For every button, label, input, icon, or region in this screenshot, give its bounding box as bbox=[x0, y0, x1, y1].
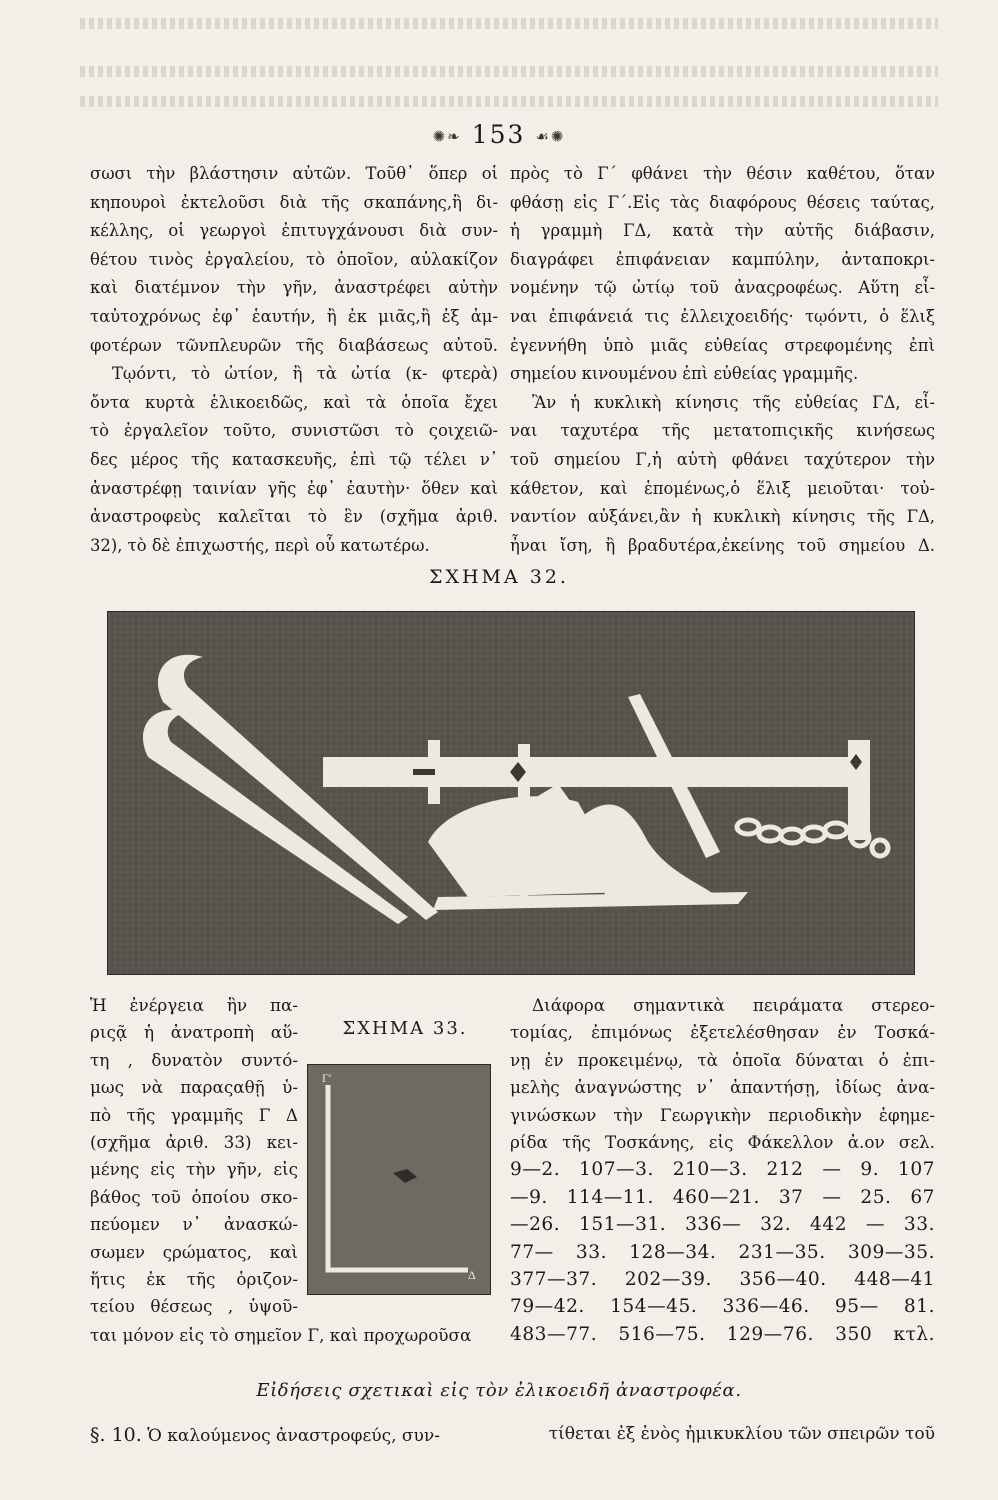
left-column bbox=[90, 160, 498, 560]
text-line: δες μέρος τῆς κατασκευῆς, ἐπὶ τῷ τέλει ν᾽ bbox=[90, 449, 498, 469]
page-number-value: 153 bbox=[471, 120, 526, 149]
reference-line: 377—37. 202—39. 356—40. 448—41 bbox=[510, 1269, 935, 1291]
text-line: ἡ γραμμὴ ΓΔ, κατὰ τὴν αὐτῆς διάβασιν, bbox=[510, 221, 935, 241]
text-line: ναι ταχυτέρα τῆς μετατοπιςικῆς κινήσεως bbox=[510, 421, 935, 441]
text-line: Ἡ ἐνέργεια ἣν πα- bbox=[90, 995, 298, 1015]
text-line: σωμεν ςρώματος, καὶ bbox=[90, 1241, 298, 1262]
text-line: καὶ διατέμνον τὴν γῆν, ἀναστρέφει αὐτὴν bbox=[90, 278, 498, 298]
section-10-line bbox=[90, 1424, 935, 1446]
text-line: τοῦ σημείου Γ,ἡ αὐτὴ φθάνει ταχύτερον τὴν bbox=[510, 449, 935, 469]
text-line: 32), τὸ δὲ ἐπιχωστής, περὶ οὗ κατωτέρω. bbox=[90, 535, 430, 555]
text-line: κέλλης, οἱ γεωργοὶ ἐπιτυγχάνουσι διὰ συν- bbox=[90, 221, 498, 241]
figure-32-caption: ΣΧΗΜΑ 32. bbox=[429, 566, 569, 588]
text-line: φοτέρων τῶνπλευρῶν τῆς διαβάσεως αὐτοῦ. bbox=[90, 335, 498, 355]
text-line: τομίας, ἐπιμόνως ἐξετελέσθησαν ἐν Τοσκά- bbox=[510, 1022, 935, 1043]
reference-line: —9. 114—11. 460—21. 37 — 25. 67 bbox=[510, 1186, 935, 1208]
bottom-left-column bbox=[90, 992, 298, 1321]
figure-33-caption: ΣΧΗΜΑ 33. bbox=[342, 1018, 468, 1039]
reference-line: 9—2. 107—3. 210—3. 212 — 9. 107 bbox=[510, 1159, 935, 1181]
text-line: φθάσῃ εἰς Γ΄.Εἰς τὰς διαφόρους θέσεις ταύτας, bbox=[510, 192, 935, 212]
text-line: νῃ ἐν προκειμένῳ, τὰ ὁποῖα δύναται ὁ ἐπι- bbox=[510, 1049, 935, 1070]
section-10-left bbox=[90, 1424, 440, 1446]
ornament-right-icon: ☙✺ bbox=[535, 127, 566, 146]
text-line: ταὐτοχρόνως ἐφ᾽ ἑαυτήν, ἢ ἐκ μιᾶς,ἢ ἐξ ἀμ- bbox=[90, 306, 498, 326]
right-column bbox=[510, 160, 935, 560]
text-line: μελὴς ἀναγνώστης ν᾽ ἀπαντήσῃ, ἰδίως ἀνα- bbox=[510, 1077, 935, 1098]
text-line: Ἂν ἡ κυκλικὴ κίνησις τῆς εὐθείας ΓΔ, εἶ- bbox=[532, 392, 935, 412]
text-line: σημείου κινουμένου ἐπὶ εὐθείας γραμμῆς. bbox=[510, 364, 859, 384]
text-line: ἥτις ἐκ τῆς ὁριζον- bbox=[90, 1269, 298, 1290]
text-line: νομένην τῷ ὠτίῳ τοῦ ἀναςροφέως. Αὕτη εἶ- bbox=[510, 278, 935, 298]
text-line: ἐγεννήθη ὑπὸ μιᾶς εὐθείας στρεφομένης ἐπὶ bbox=[510, 335, 935, 355]
text-line: τη , δυνατὸν συντό- bbox=[90, 1049, 298, 1070]
text-line: μένης εἰς τὴν γῆν, εἰς bbox=[90, 1159, 298, 1180]
text-line: βάθος τοῦ ὁποίου σκο- bbox=[90, 1186, 298, 1207]
bleed-through-text bbox=[80, 18, 938, 29]
svg-text:Γ': Γ' bbox=[322, 1071, 332, 1085]
text-line: κάθετον, καὶ ἑπομένως,ὁ ἕλιξ μειοῦται· τοὐ- bbox=[510, 478, 935, 498]
ornament-left-icon: ✺❧ bbox=[432, 127, 462, 146]
text-line: τείου θέσεως , ὑψοῦ- bbox=[90, 1296, 298, 1317]
bleed-through-text bbox=[80, 66, 938, 77]
text-line: σωσι τὴν βλάστησιν αὐτῶν. Τοῦθ᾽ ὅπερ οἱ bbox=[90, 164, 498, 183]
page-number bbox=[0, 120, 998, 149]
angle-diagram-icon bbox=[308, 1065, 490, 1294]
bottom-right-column bbox=[510, 992, 935, 1348]
section-text-right: τίθεται ἐξ ἑνὸς ἡμικυκλίου τῶν σπειρῶν τοῦ bbox=[548, 1424, 935, 1444]
text-line: ρίδα τῆς Τοσκάνης, εἰς Φάκελλον ἀ.ον σελ. bbox=[510, 1132, 935, 1153]
reference-line: 79—42. 154—45. 336—46. 95— 81. bbox=[510, 1296, 935, 1318]
section-text-left: Ὁ καλούμενος ἀναστροφεύς, συν- bbox=[147, 1426, 440, 1446]
reference-line: —26. 151—31. 336— 32. 442 — 33. bbox=[510, 1214, 935, 1236]
text-line: (σχῆμα ἀριθ. 33) κει- bbox=[90, 1132, 298, 1153]
text-line: ριςᾷ ἡ ἀνατροπὴ αὕ- bbox=[90, 1022, 298, 1043]
text-line: πὸ τῆς γραμμῆς Γ Δ bbox=[90, 1104, 298, 1125]
text-line: διαγράφει ἐπιφάνειαν καμπύλην, ἀνταποκρι- bbox=[510, 249, 935, 269]
text-line: Τῳόντι, τὸ ὠτίον, ἢ τὰ ὠτία (κ- φτερὰ) bbox=[112, 364, 498, 384]
svg-text:Δ: Δ bbox=[468, 1268, 476, 1282]
text-line: γινώσκων τὴν Γεωργικὴν περιοδικὴν ἐφημε- bbox=[510, 1104, 935, 1125]
reference-line: 483—77. 516—75. 129—76. 350 κτλ. bbox=[510, 1323, 935, 1345]
text-line: ἀναστροφεὺς καλεῖται τὸ ἓν (σχῆμα ἀριθ. bbox=[90, 507, 498, 527]
section-heading: Εἰδήσεις σχετικαὶ εἰς τὸν ἑλικοειδῆ ἀναστροφέα. bbox=[256, 1380, 742, 1401]
figure-32-plough-illustration bbox=[107, 611, 915, 975]
reference-line: 77— 33. 128—34. 231—35. 309—35. bbox=[510, 1241, 935, 1263]
text-line: μως νὰ παραςαθῇ ὑ- bbox=[90, 1077, 298, 1098]
text-line: πρὸς τὸ Γ΄ φθάνει τὴν θέσιν καθέτου, ὅταν bbox=[510, 164, 935, 183]
text-line: ἀναστρέφῃ ταινίαν γῆς ἐφ᾽ ἑαυτὴν· ὅθεν καὶ bbox=[90, 478, 498, 498]
text-line: Διάφορα σημαντικὰ πειράματα στερεο- bbox=[532, 995, 935, 1015]
text-line: πεύομεν ν᾽ ἀνασκώ- bbox=[90, 1214, 298, 1235]
text-line: ναι ἐπιφάνειά τις ἐλλειχοειδής· τῳόντι, ὁ ἕλιξ bbox=[510, 306, 935, 326]
text-line: ἦναι ἴση, ἢ βραδυτέρα,ἐκείνης τοῦ σημείου Δ. bbox=[510, 535, 935, 555]
section-number: §. 10. bbox=[90, 1424, 142, 1446]
figure-33-diagram bbox=[307, 1064, 491, 1295]
text-line: ναντίον αὐξάνει,ἂν ἡ κυκλικὴ κίνησις τῆς ΓΔ, bbox=[510, 507, 935, 527]
bottom-left-tail-line: ται μόνον εἰς τὸ σημεῖον Γ, καὶ προχωροῦσα bbox=[90, 1325, 472, 1345]
text-line: τὸ ἐργαλεῖον τοῦτο, συνιστῶσι τὸ ςοιχειῶ- bbox=[90, 421, 498, 441]
bleed-through-text bbox=[80, 96, 938, 107]
text-line: ὄντα κυρτὰ ἑλικοειδῶς, καὶ τὰ ὁποῖα ἔχει bbox=[90, 392, 498, 412]
text-line: θέτου τινὸς ἐργαλείου, τὸ ὁποῖον, αὐλακίζον bbox=[90, 249, 498, 269]
plough-icon bbox=[108, 612, 914, 974]
text-line: κηπουροὶ ἐκτελοῦσι διὰ τῆς σκαπάνης,ἢ δι- bbox=[90, 192, 498, 212]
